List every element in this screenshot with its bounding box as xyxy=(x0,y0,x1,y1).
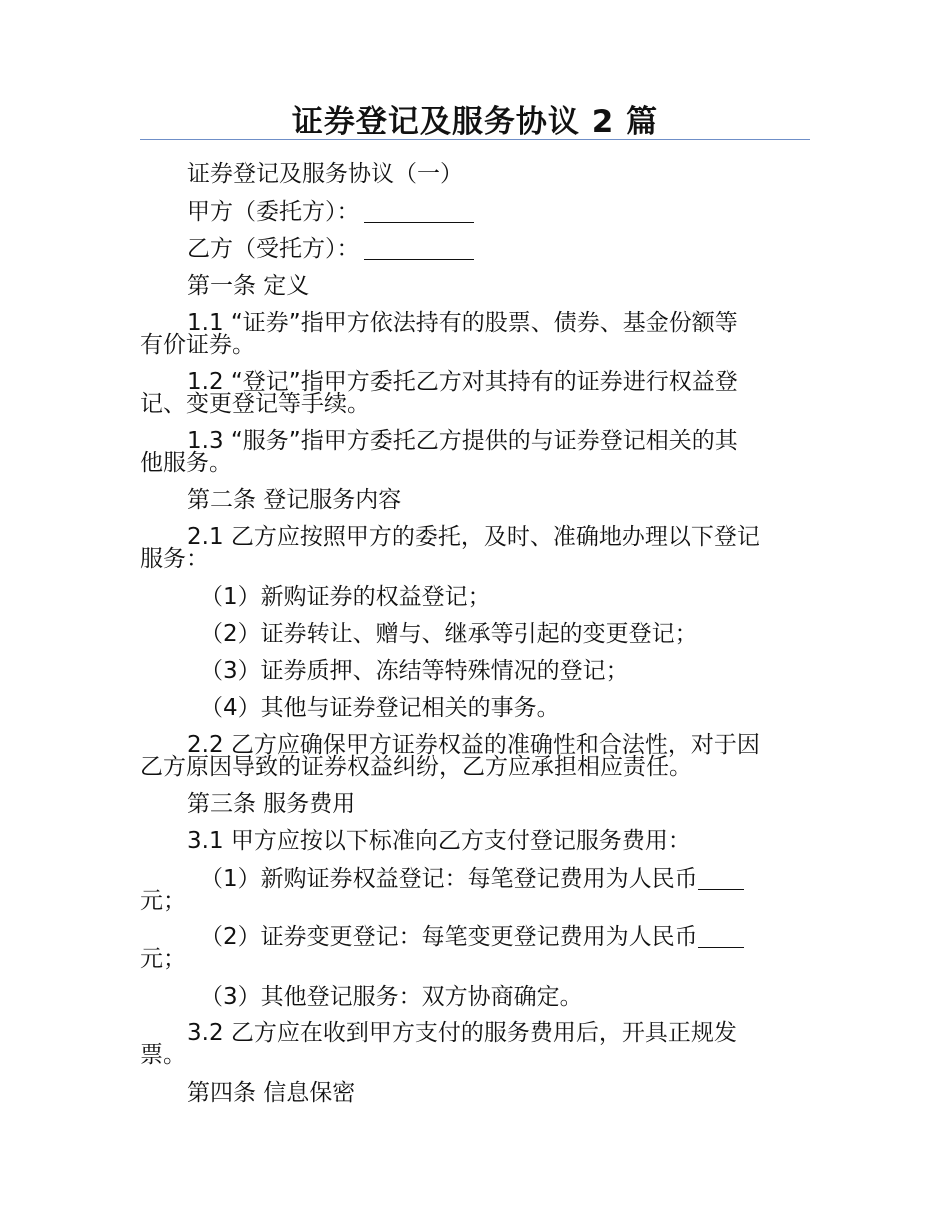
fee-item-2-line1: （2）证券变更登记：每笔变更登记费用为人民币 xyxy=(200,922,744,952)
article-4-heading: 第四条 信息保密 xyxy=(187,1080,356,1106)
clause-3-2-line1: 3.2 乙方应在收到甲方支付的服务费用后，开具正规发 xyxy=(187,1020,737,1046)
article-2-heading: 第二条 登记服务内容 xyxy=(187,487,402,513)
article-1-heading: 第一条 定义 xyxy=(187,273,310,299)
clause-1-2 xyxy=(140,371,810,415)
clause-1-1 xyxy=(140,312,810,356)
list-item: （1）新购证券的权益登记； xyxy=(200,584,491,610)
list-item: （3）证券质押、冻结等特殊情况的登记； xyxy=(200,658,629,684)
clause-1-1-line1: 1.1 “证券”指甲方依法持有的股票、债券、基金份额等 xyxy=(187,310,738,336)
agreement-subtitle: 证券登记及服务协议（一） xyxy=(187,161,463,187)
clause-1-1-line2: 有价证券。 xyxy=(140,332,255,358)
party-b-blank xyxy=(364,235,474,260)
fee-1-blank xyxy=(698,865,744,890)
title-underline xyxy=(140,139,810,140)
party-a-blank xyxy=(364,198,474,223)
clause-1-3 xyxy=(140,430,810,474)
fee-2-blank xyxy=(698,923,744,948)
clause-1-3-line1: 1.3 “服务”指甲方委托乙方提供的与证券登记相关的其 xyxy=(187,428,738,454)
clause-2-1-line2: 服务： xyxy=(140,546,209,572)
clause-3-2 xyxy=(140,1022,810,1066)
list-item: （2）证券转让、赠与、继承等引起的变更登记； xyxy=(200,621,698,647)
article-3-heading: 第三条 服务费用 xyxy=(187,791,356,817)
list-item: （4）其他与证券登记相关的事务。 xyxy=(200,695,560,721)
fee-item-1-line2: 元； xyxy=(140,888,186,914)
party-a-line xyxy=(140,194,810,230)
clause-2-1 xyxy=(140,526,810,570)
clause-2-2 xyxy=(140,734,810,778)
party-b-label: 乙方（受托方）： xyxy=(187,236,360,262)
clause-2-2-line2: 乙方原因导致的证券权益纠纷，乙方应承担相应责任。 xyxy=(140,754,692,780)
clause-1-3-line2: 他服务。 xyxy=(140,450,232,476)
clause-1-2-line2: 记、变更登记等手续。 xyxy=(140,391,370,417)
clause-2-2-line1: 2.2 乙方应确保甲方证券权益的准确性和合法性，对于因 xyxy=(187,732,760,758)
fee-item-3: （3）其他登记服务：双方协商确定。 xyxy=(200,984,583,1010)
party-a-label: 甲方（委托方）： xyxy=(187,199,360,225)
clause-3-2-line2: 票。 xyxy=(140,1042,186,1068)
party-b-line xyxy=(140,231,810,267)
document-title: 证券登记及服务协议 2 篇 xyxy=(291,104,659,140)
clause-1-2-line1: 1.2 “登记”指甲方委托乙方对其持有的证券进行权益登 xyxy=(187,369,738,395)
fee-item-1-line1: （1）新购证券权益登记：每笔登记费用为人民币 xyxy=(200,864,744,894)
clause-2-1-line1: 2.1 乙方应按照甲方的委托，及时、准确地办理以下登记 xyxy=(187,524,760,550)
fee-item-2-line2: 元； xyxy=(140,946,186,972)
clause-3-1: 3.1 甲方应按以下标准向乙方支付登记服务费用： xyxy=(187,828,691,854)
